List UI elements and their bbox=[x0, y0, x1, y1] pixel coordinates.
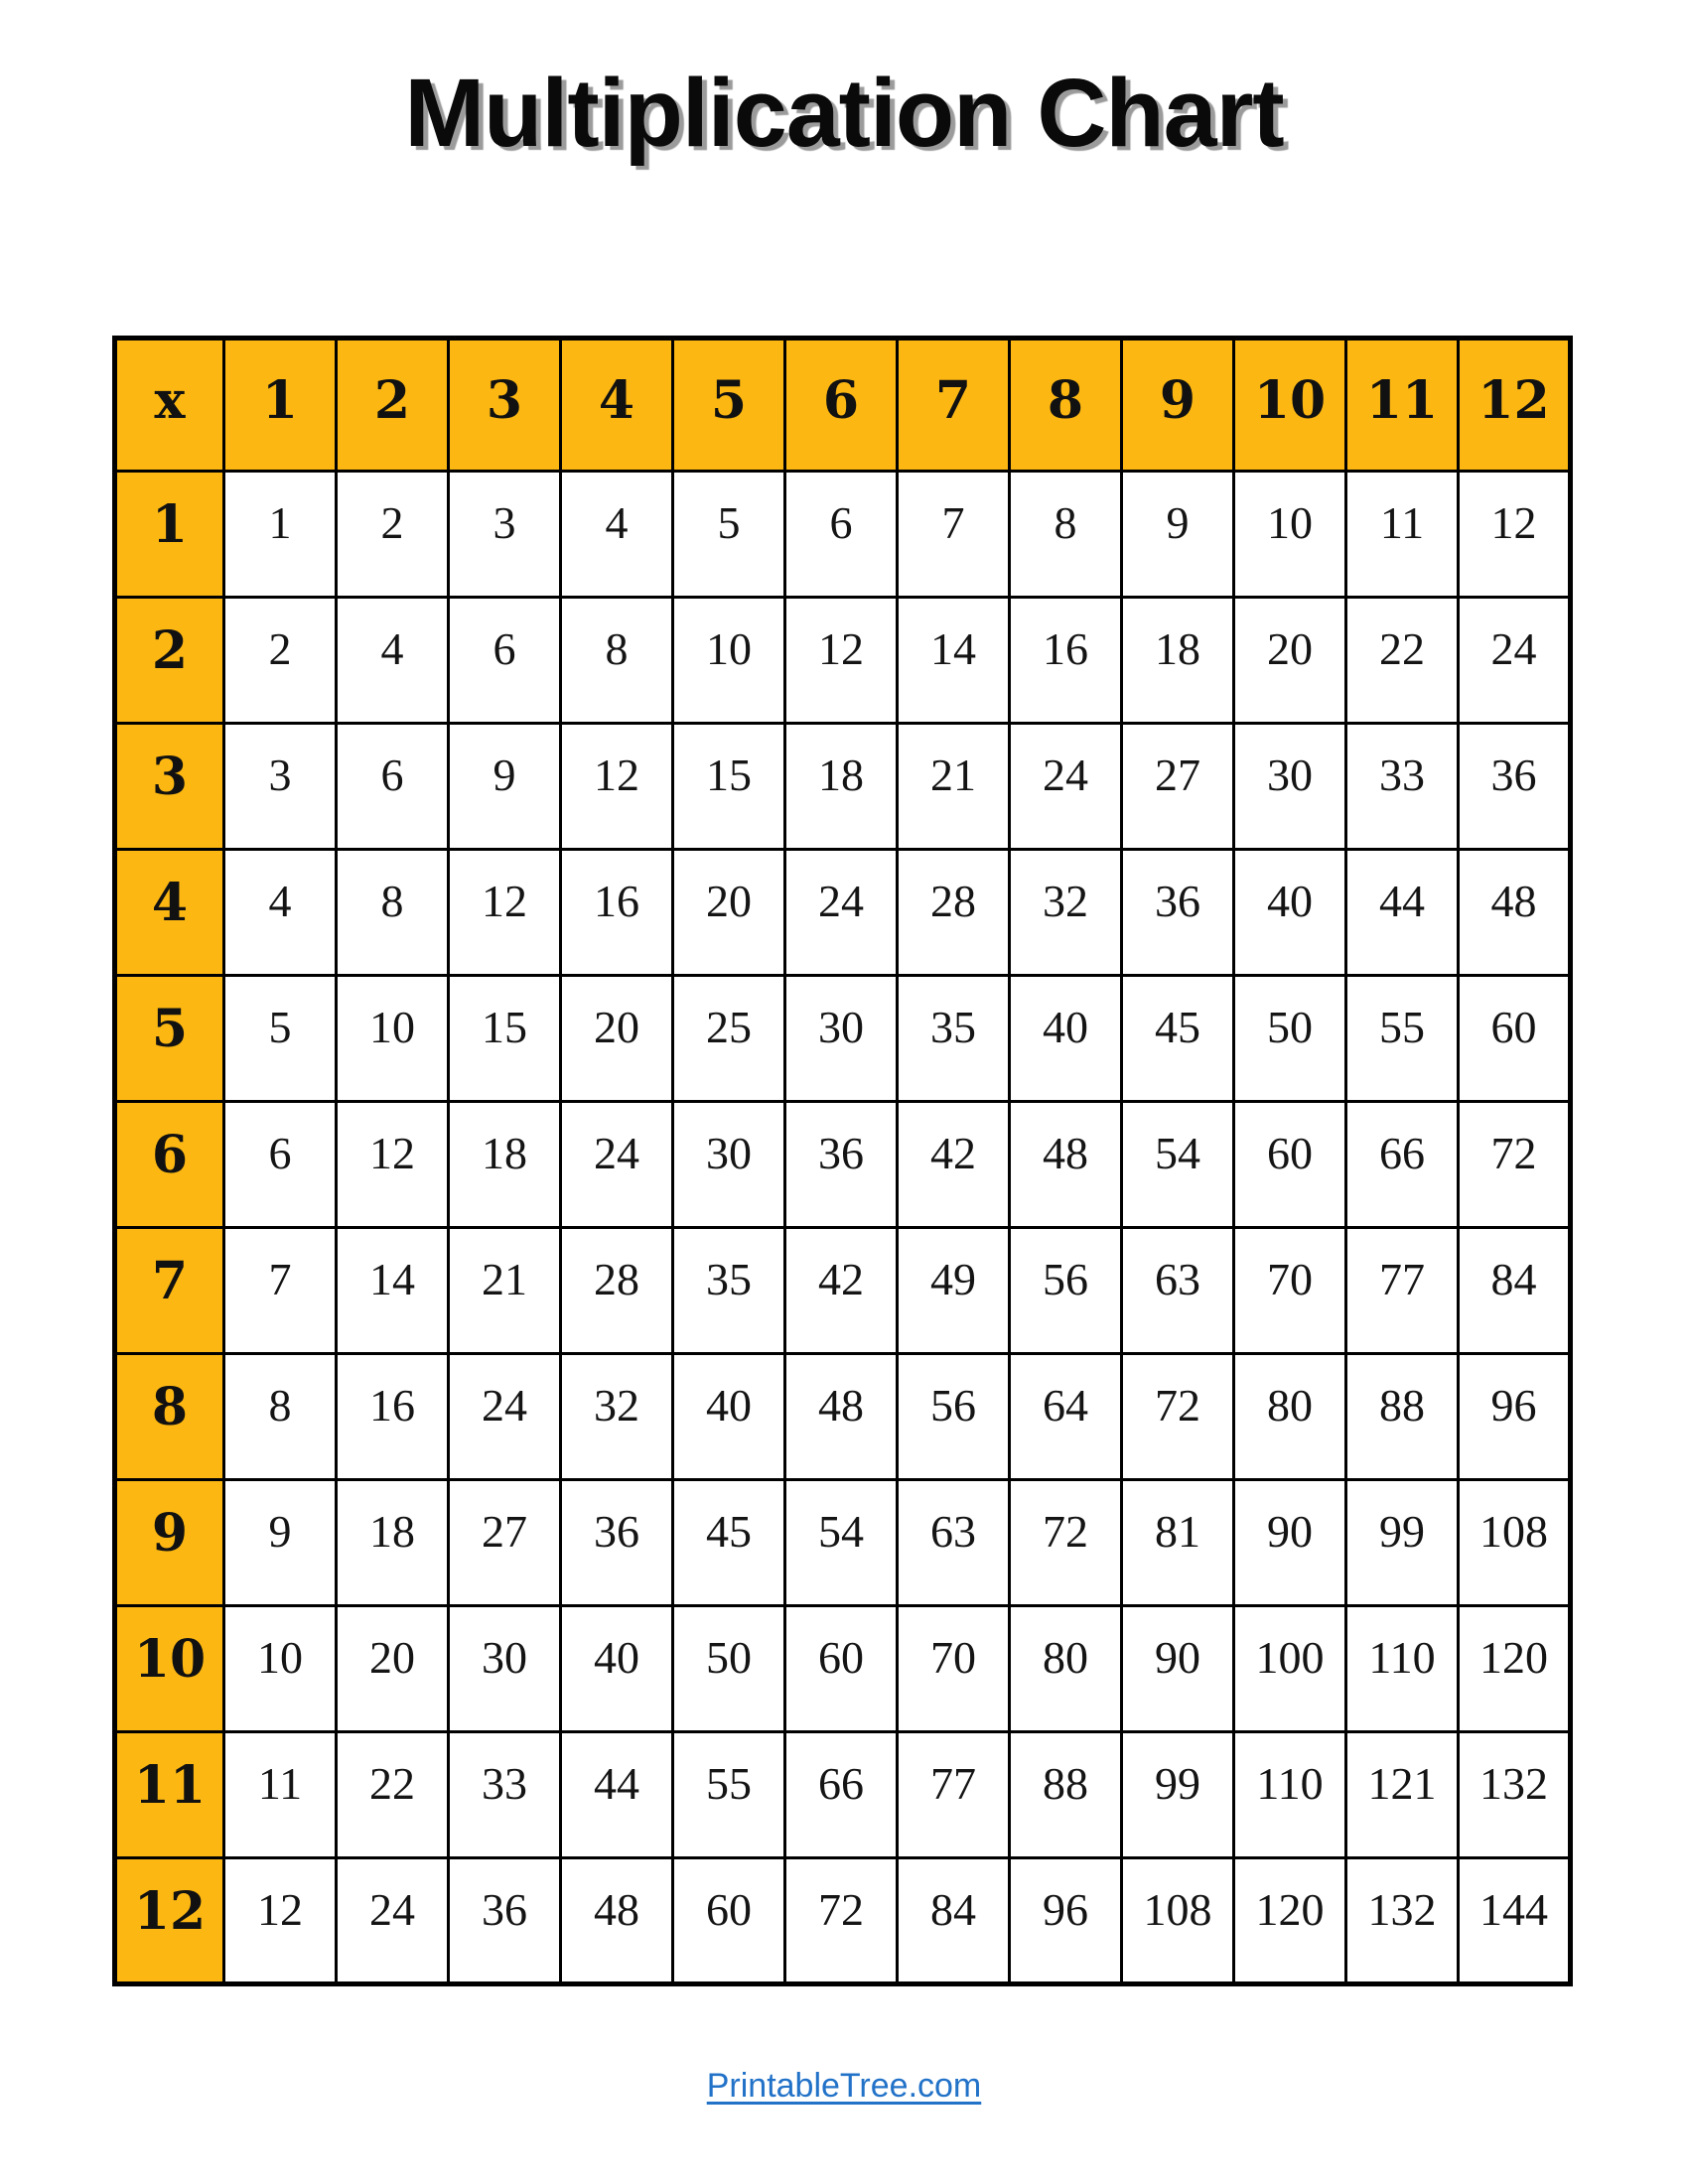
product-cell: 77 bbox=[1346, 1228, 1459, 1354]
product-cell: 99 bbox=[1122, 1732, 1234, 1858]
product-cell: 24 bbox=[337, 1858, 449, 1984]
table-row bbox=[115, 850, 1571, 976]
column-header-cell: 10 bbox=[1234, 339, 1346, 472]
product-cell: 66 bbox=[1346, 1102, 1459, 1228]
table-header-row bbox=[115, 339, 1571, 472]
product-cell: 20 bbox=[1234, 598, 1346, 724]
product-cell: 100 bbox=[1234, 1606, 1346, 1732]
product-cell: 9 bbox=[449, 724, 561, 850]
product-cell: 44 bbox=[561, 1732, 673, 1858]
product-cell: 4 bbox=[561, 472, 673, 598]
product-cell: 6 bbox=[337, 724, 449, 850]
product-cell: 16 bbox=[337, 1354, 449, 1480]
product-cell: 32 bbox=[561, 1354, 673, 1480]
product-cell: 54 bbox=[1122, 1102, 1234, 1228]
table-row bbox=[115, 472, 1571, 598]
product-cell: 6 bbox=[224, 1102, 337, 1228]
product-cell: 55 bbox=[1346, 976, 1459, 1102]
product-cell: 18 bbox=[785, 724, 898, 850]
product-cell: 7 bbox=[224, 1228, 337, 1354]
row-header-cell: 8 bbox=[115, 1354, 224, 1480]
product-cell: 60 bbox=[785, 1606, 898, 1732]
product-cell: 44 bbox=[1346, 850, 1459, 976]
product-cell: 132 bbox=[1459, 1732, 1571, 1858]
product-cell: 70 bbox=[1234, 1228, 1346, 1354]
product-cell: 10 bbox=[224, 1606, 337, 1732]
product-cell: 42 bbox=[898, 1102, 1010, 1228]
table-row bbox=[115, 1732, 1571, 1858]
product-cell: 80 bbox=[1010, 1606, 1122, 1732]
product-cell: 20 bbox=[337, 1606, 449, 1732]
product-cell: 21 bbox=[449, 1228, 561, 1354]
product-cell: 108 bbox=[1459, 1480, 1571, 1606]
row-header-cell: 11 bbox=[115, 1732, 224, 1858]
product-cell: 63 bbox=[898, 1480, 1010, 1606]
product-cell: 99 bbox=[1346, 1480, 1459, 1606]
product-cell: 22 bbox=[1346, 598, 1459, 724]
printabletree-link[interactable]: PrintableTree.com bbox=[706, 2067, 982, 2105]
column-header-cell: 5 bbox=[673, 339, 785, 472]
product-cell: 55 bbox=[673, 1732, 785, 1858]
column-header-cell: 8 bbox=[1010, 339, 1122, 472]
product-cell: 7 bbox=[898, 472, 1010, 598]
product-cell: 12 bbox=[1459, 472, 1571, 598]
product-cell: 84 bbox=[1459, 1228, 1571, 1354]
product-cell: 50 bbox=[1234, 976, 1346, 1102]
column-header-cell: 4 bbox=[561, 339, 673, 472]
product-cell: 48 bbox=[785, 1354, 898, 1480]
product-cell: 48 bbox=[1459, 850, 1571, 976]
product-cell: 48 bbox=[1010, 1102, 1122, 1228]
column-header-cell: 12 bbox=[1459, 339, 1571, 472]
product-cell: 90 bbox=[1122, 1606, 1234, 1732]
product-cell: 42 bbox=[785, 1228, 898, 1354]
product-cell: 30 bbox=[673, 1102, 785, 1228]
table-row bbox=[115, 1858, 1571, 1984]
product-cell: 16 bbox=[561, 850, 673, 976]
product-cell: 72 bbox=[1010, 1480, 1122, 1606]
product-cell: 45 bbox=[673, 1480, 785, 1606]
column-header-cell: 11 bbox=[1346, 339, 1459, 472]
column-header-cell: 7 bbox=[898, 339, 1010, 472]
product-cell: 4 bbox=[224, 850, 337, 976]
product-cell: 84 bbox=[898, 1858, 1010, 1984]
column-header-cell: 3 bbox=[449, 339, 561, 472]
product-cell: 72 bbox=[1122, 1354, 1234, 1480]
table-row bbox=[115, 1228, 1571, 1354]
product-cell: 6 bbox=[785, 472, 898, 598]
product-cell: 36 bbox=[1122, 850, 1234, 976]
product-cell: 16 bbox=[1010, 598, 1122, 724]
product-cell: 15 bbox=[449, 976, 561, 1102]
product-cell: 12 bbox=[561, 724, 673, 850]
column-header-cell: 2 bbox=[337, 339, 449, 472]
product-cell: 96 bbox=[1010, 1858, 1122, 1984]
product-cell: 40 bbox=[561, 1606, 673, 1732]
product-cell: 12 bbox=[449, 850, 561, 976]
table-row bbox=[115, 1606, 1571, 1732]
product-cell: 60 bbox=[1234, 1102, 1346, 1228]
product-cell: 24 bbox=[785, 850, 898, 976]
product-cell: 90 bbox=[1234, 1480, 1346, 1606]
product-cell: 108 bbox=[1122, 1858, 1234, 1984]
product-cell: 110 bbox=[1234, 1732, 1346, 1858]
product-cell: 33 bbox=[449, 1732, 561, 1858]
product-cell: 6 bbox=[449, 598, 561, 724]
product-cell: 36 bbox=[561, 1480, 673, 1606]
product-cell: 30 bbox=[449, 1606, 561, 1732]
product-cell: 24 bbox=[1459, 598, 1571, 724]
product-cell: 8 bbox=[561, 598, 673, 724]
product-cell: 50 bbox=[673, 1606, 785, 1732]
product-cell: 36 bbox=[449, 1858, 561, 1984]
product-cell: 40 bbox=[673, 1354, 785, 1480]
product-cell: 8 bbox=[337, 850, 449, 976]
product-cell: 30 bbox=[1234, 724, 1346, 850]
product-cell: 72 bbox=[1459, 1102, 1571, 1228]
row-header-cell: 1 bbox=[115, 472, 224, 598]
product-cell: 10 bbox=[1234, 472, 1346, 598]
row-header-cell: 6 bbox=[115, 1102, 224, 1228]
row-header-cell: 12 bbox=[115, 1858, 224, 1984]
product-cell: 121 bbox=[1346, 1732, 1459, 1858]
product-cell: 45 bbox=[1122, 976, 1234, 1102]
row-header-cell: 10 bbox=[115, 1606, 224, 1732]
product-cell: 36 bbox=[1459, 724, 1571, 850]
column-header-cell: 1 bbox=[224, 339, 337, 472]
row-header-cell: 5 bbox=[115, 976, 224, 1102]
product-cell: 81 bbox=[1122, 1480, 1234, 1606]
product-cell: 110 bbox=[1346, 1606, 1459, 1732]
table-row bbox=[115, 1354, 1571, 1480]
product-cell: 18 bbox=[1122, 598, 1234, 724]
table-row bbox=[115, 724, 1571, 850]
product-cell: 9 bbox=[224, 1480, 337, 1606]
product-cell: 8 bbox=[224, 1354, 337, 1480]
product-cell: 28 bbox=[898, 850, 1010, 976]
row-header-cell: 2 bbox=[115, 598, 224, 724]
corner-cell: x bbox=[115, 339, 224, 472]
product-cell: 60 bbox=[1459, 976, 1571, 1102]
row-header-cell: 9 bbox=[115, 1480, 224, 1606]
product-cell: 80 bbox=[1234, 1354, 1346, 1480]
product-cell: 20 bbox=[673, 850, 785, 976]
product-cell: 144 bbox=[1459, 1858, 1571, 1984]
product-cell: 5 bbox=[673, 472, 785, 598]
product-cell: 11 bbox=[224, 1732, 337, 1858]
product-cell: 96 bbox=[1459, 1354, 1571, 1480]
table-row bbox=[115, 976, 1571, 1102]
product-cell: 28 bbox=[561, 1228, 673, 1354]
column-header-cell: 9 bbox=[1122, 339, 1234, 472]
page-footer bbox=[0, 2067, 1688, 2106]
product-cell: 132 bbox=[1346, 1858, 1459, 1984]
product-cell: 12 bbox=[337, 1102, 449, 1228]
product-cell: 48 bbox=[561, 1858, 673, 1984]
product-cell: 24 bbox=[1010, 724, 1122, 850]
product-cell: 56 bbox=[898, 1354, 1010, 1480]
product-cell: 21 bbox=[898, 724, 1010, 850]
product-cell: 63 bbox=[1122, 1228, 1234, 1354]
multiplication-table bbox=[112, 336, 1573, 1986]
product-cell: 2 bbox=[337, 472, 449, 598]
row-header-cell: 3 bbox=[115, 724, 224, 850]
product-cell: 5 bbox=[224, 976, 337, 1102]
product-cell: 64 bbox=[1010, 1354, 1122, 1480]
product-cell: 3 bbox=[224, 724, 337, 850]
product-cell: 12 bbox=[224, 1858, 337, 1984]
table-row bbox=[115, 1480, 1571, 1606]
product-cell: 22 bbox=[337, 1732, 449, 1858]
column-header-cell: 6 bbox=[785, 339, 898, 472]
product-cell: 33 bbox=[1346, 724, 1459, 850]
product-cell: 49 bbox=[898, 1228, 1010, 1354]
table-row bbox=[115, 598, 1571, 724]
product-cell: 27 bbox=[449, 1480, 561, 1606]
product-cell: 20 bbox=[561, 976, 673, 1102]
product-cell: 30 bbox=[785, 976, 898, 1102]
product-cell: 40 bbox=[1234, 850, 1346, 976]
product-cell: 10 bbox=[337, 976, 449, 1102]
product-cell: 25 bbox=[673, 976, 785, 1102]
product-cell: 14 bbox=[898, 598, 1010, 724]
product-cell: 4 bbox=[337, 598, 449, 724]
product-cell: 12 bbox=[785, 598, 898, 724]
product-cell: 88 bbox=[1010, 1732, 1122, 1858]
product-cell: 56 bbox=[1010, 1228, 1122, 1354]
product-cell: 14 bbox=[337, 1228, 449, 1354]
product-cell: 77 bbox=[898, 1732, 1010, 1858]
product-cell: 40 bbox=[1010, 976, 1122, 1102]
product-cell: 10 bbox=[673, 598, 785, 724]
product-cell: 15 bbox=[673, 724, 785, 850]
product-cell: 3 bbox=[449, 472, 561, 598]
product-cell: 24 bbox=[449, 1354, 561, 1480]
product-cell: 120 bbox=[1459, 1606, 1571, 1732]
multiplication-table-body bbox=[115, 339, 1571, 1984]
table-row bbox=[115, 1102, 1571, 1228]
product-cell: 1 bbox=[224, 472, 337, 598]
product-cell: 88 bbox=[1346, 1354, 1459, 1480]
product-cell: 120 bbox=[1234, 1858, 1346, 1984]
product-cell: 60 bbox=[673, 1858, 785, 1984]
product-cell: 35 bbox=[673, 1228, 785, 1354]
product-cell: 54 bbox=[785, 1480, 898, 1606]
page-title: Multiplication Chart bbox=[404, 59, 1284, 167]
row-header-cell: 4 bbox=[115, 850, 224, 976]
product-cell: 27 bbox=[1122, 724, 1234, 850]
product-cell: 11 bbox=[1346, 472, 1459, 598]
product-cell: 24 bbox=[561, 1102, 673, 1228]
product-cell: 35 bbox=[898, 976, 1010, 1102]
product-cell: 70 bbox=[898, 1606, 1010, 1732]
product-cell: 32 bbox=[1010, 850, 1122, 976]
product-cell: 36 bbox=[785, 1102, 898, 1228]
product-cell: 2 bbox=[224, 598, 337, 724]
row-header-cell: 7 bbox=[115, 1228, 224, 1354]
product-cell: 66 bbox=[785, 1732, 898, 1858]
product-cell: 18 bbox=[449, 1102, 561, 1228]
product-cell: 72 bbox=[785, 1858, 898, 1984]
product-cell: 8 bbox=[1010, 472, 1122, 598]
product-cell: 18 bbox=[337, 1480, 449, 1606]
product-cell: 9 bbox=[1122, 472, 1234, 598]
